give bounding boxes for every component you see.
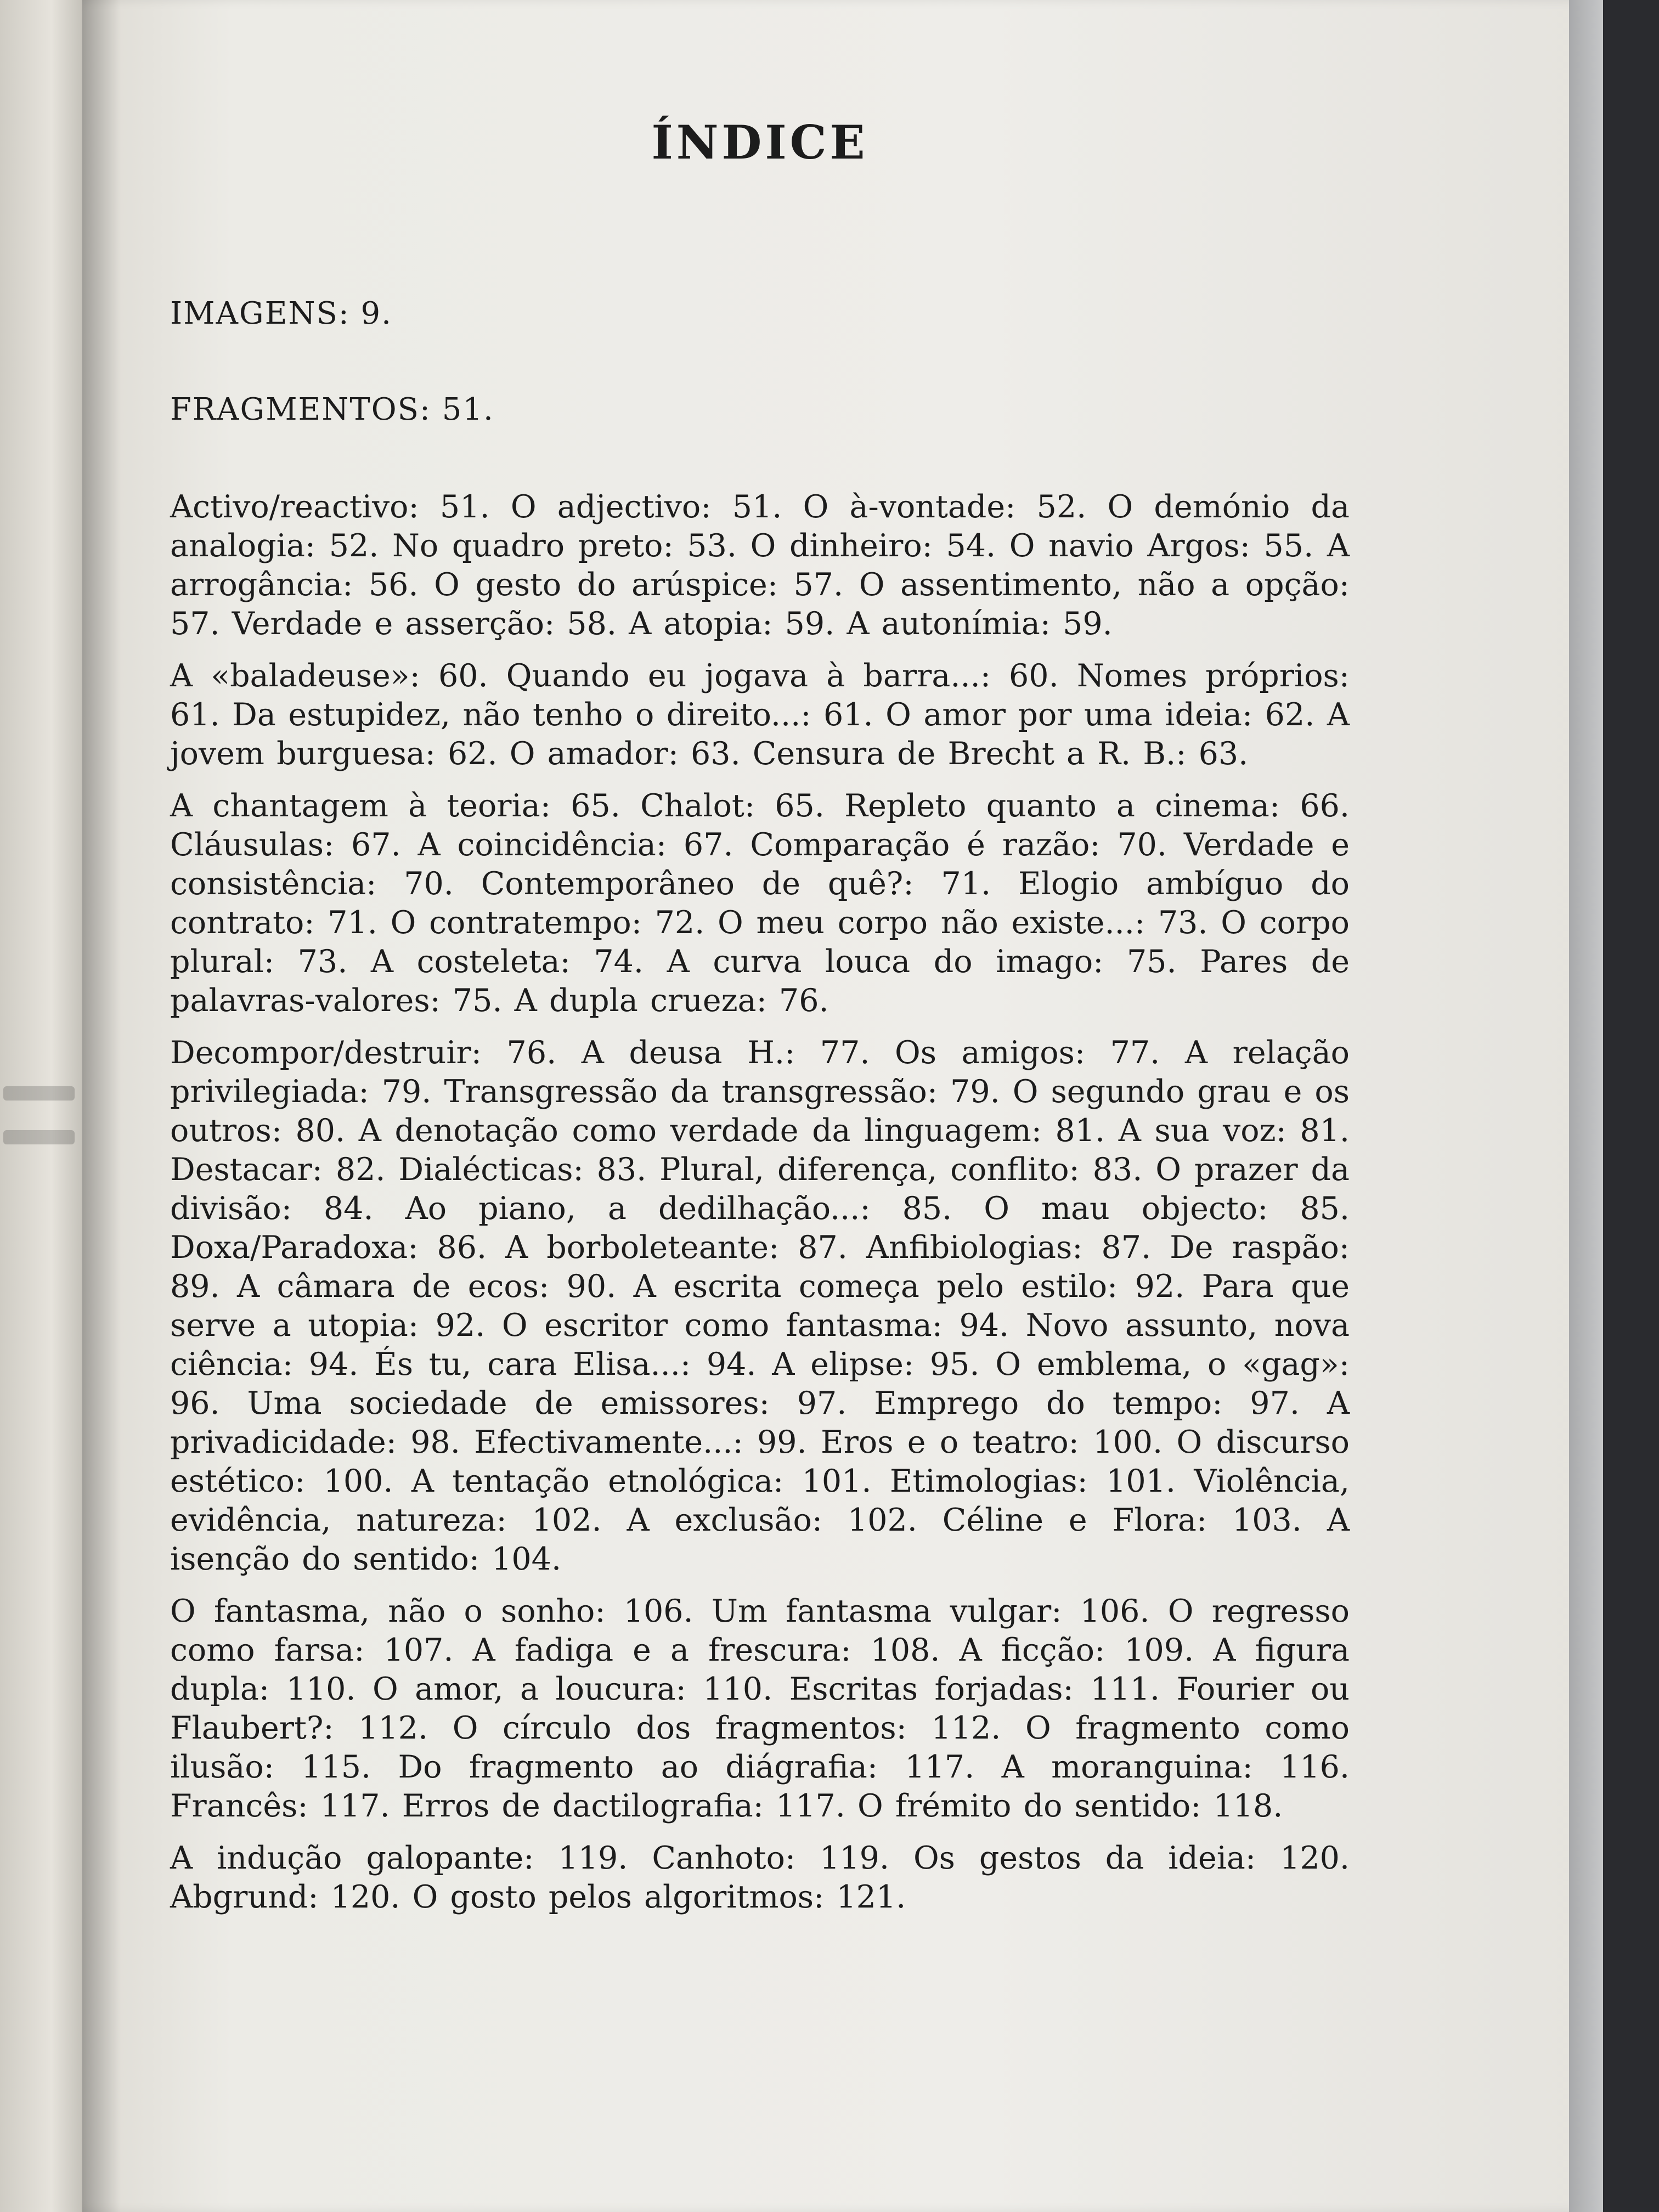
left-facing-page [0, 0, 93, 2212]
section-heading-imagens: IMAGENS: 9. [170, 296, 392, 331]
index-content [170, 115, 1350, 1930]
index-paragraph: Decompor/destruir: 76. A deusa H.: 77. Os amigos: 77. A relação privilegiada: 79. Transgressão da transgressão: 79. O segundo grau e os outros: 80. A denotação como verdade da linguagem: 81. A sua voz: 81. Destacar: 82. Dialécticas: 83. Plural, diferença, conflito: 83. O prazer da divisão: 84. Ao piano, a dedilhação...: 85. O mau objecto: 85. Doxa/Paradoxa: 86. A borboleteante: 87. Anfibiologias: 87. De raspão: 89. A câmara de ecos: 90. A escrita começa pelo estilo: 92. Para que serve a utopia: 92. O escritor como fantasma: 94. Novo assunto, nova ciência: 94. És tu, cara Elisa...: 94. A elipse: 95. O emblema, o «gag»: 96. Uma sociedade de emissores: 97. Emprego do tempo: 97. A privadicidade: 98. Efectivamente...: 99. Eros e o teatro: 100. O discurso estético: 100. A tentação etnológica: 101. Etimologias: 101. Violência, evidência, natureza: 102. A exclusão: 102. Céline e Flora: 103. A isenção do sentido: 104. [170, 1035, 1350, 1577]
book-edge [1569, 0, 1603, 2212]
page-gutter-shadow [82, 0, 121, 2212]
index-paragraph: A chantagem à teoria: 65. Chalot: 65. Repleto quanto a cinema: 66. Cláusulas: 67. A coincidência: 67. Comparação é razão: 70. Verdade e consistência: 70. Contemporâneo de quê?: 71. Elogio ambíguo do contrato: 71. O contratempo: 72. O meu corpo não existe...: 73. O corpo plural: 73. A costeleta: 74. A curva louca do imago: 75. Pares de palavras-valores: 75. A dupla crueza: 76. [170, 788, 1350, 1019]
index-paragraph: Activo/reactivo: 51. O adjectivo: 51. O à-vontade: 52. O demónio da analogia: 52. No quadro preto: 53. O dinheiro: 54. O navio Argos: 55. A arrogância: 56. O gesto do arúspice: 57. O assentimento, não a opção: 57. Verdade e asserção: 58. A atopia: 59. A autonímia: 59. [170, 489, 1350, 642]
section-heading-fragmentos: FRAGMENTOS: 51. [170, 392, 494, 427]
bleed-through-text [3, 1130, 75, 1144]
book-cover-edge [1603, 0, 1659, 2212]
bleed-through-text [3, 1086, 75, 1101]
index-paragraph: O fantasma, não o sonho: 106. Um fantasma vulgar: 106. O regresso como farsa: 107. A fadiga e a frescura: 108. A ficção: 109. A figura dupla: 110. O amor, a loucura: 110. Escritas forjadas: 111. Fourier ou Flaubert?: 112. O círculo dos fragmentos: 112. O fragmento como ilusão: 115. Do fragmento ao diágrafia: 117. A moranguina: 116. Francês: 117. Erros de dactilografia: 117. O frémito do sentido: 118. [170, 1593, 1350, 1824]
index-paragraph: A «baladeuse»: 60. Quando eu jogava à barra...: 60. Nomes próprios: 61. Da estupidez, não tenho o direito...: 61. O amor por uma ideia: 62. A jovem burguesa: 62. O amador: 63. Censura de Brecht a R. B.: 63. [170, 658, 1350, 772]
index-paragraph: A indução galopante: 119. Canhoto: 119. Os gestos da ideia: 120. Abgrund: 120. O gosto pelos algoritmos: 121. [170, 1840, 1350, 1915]
page-title: ÍNDICE [651, 115, 868, 170]
